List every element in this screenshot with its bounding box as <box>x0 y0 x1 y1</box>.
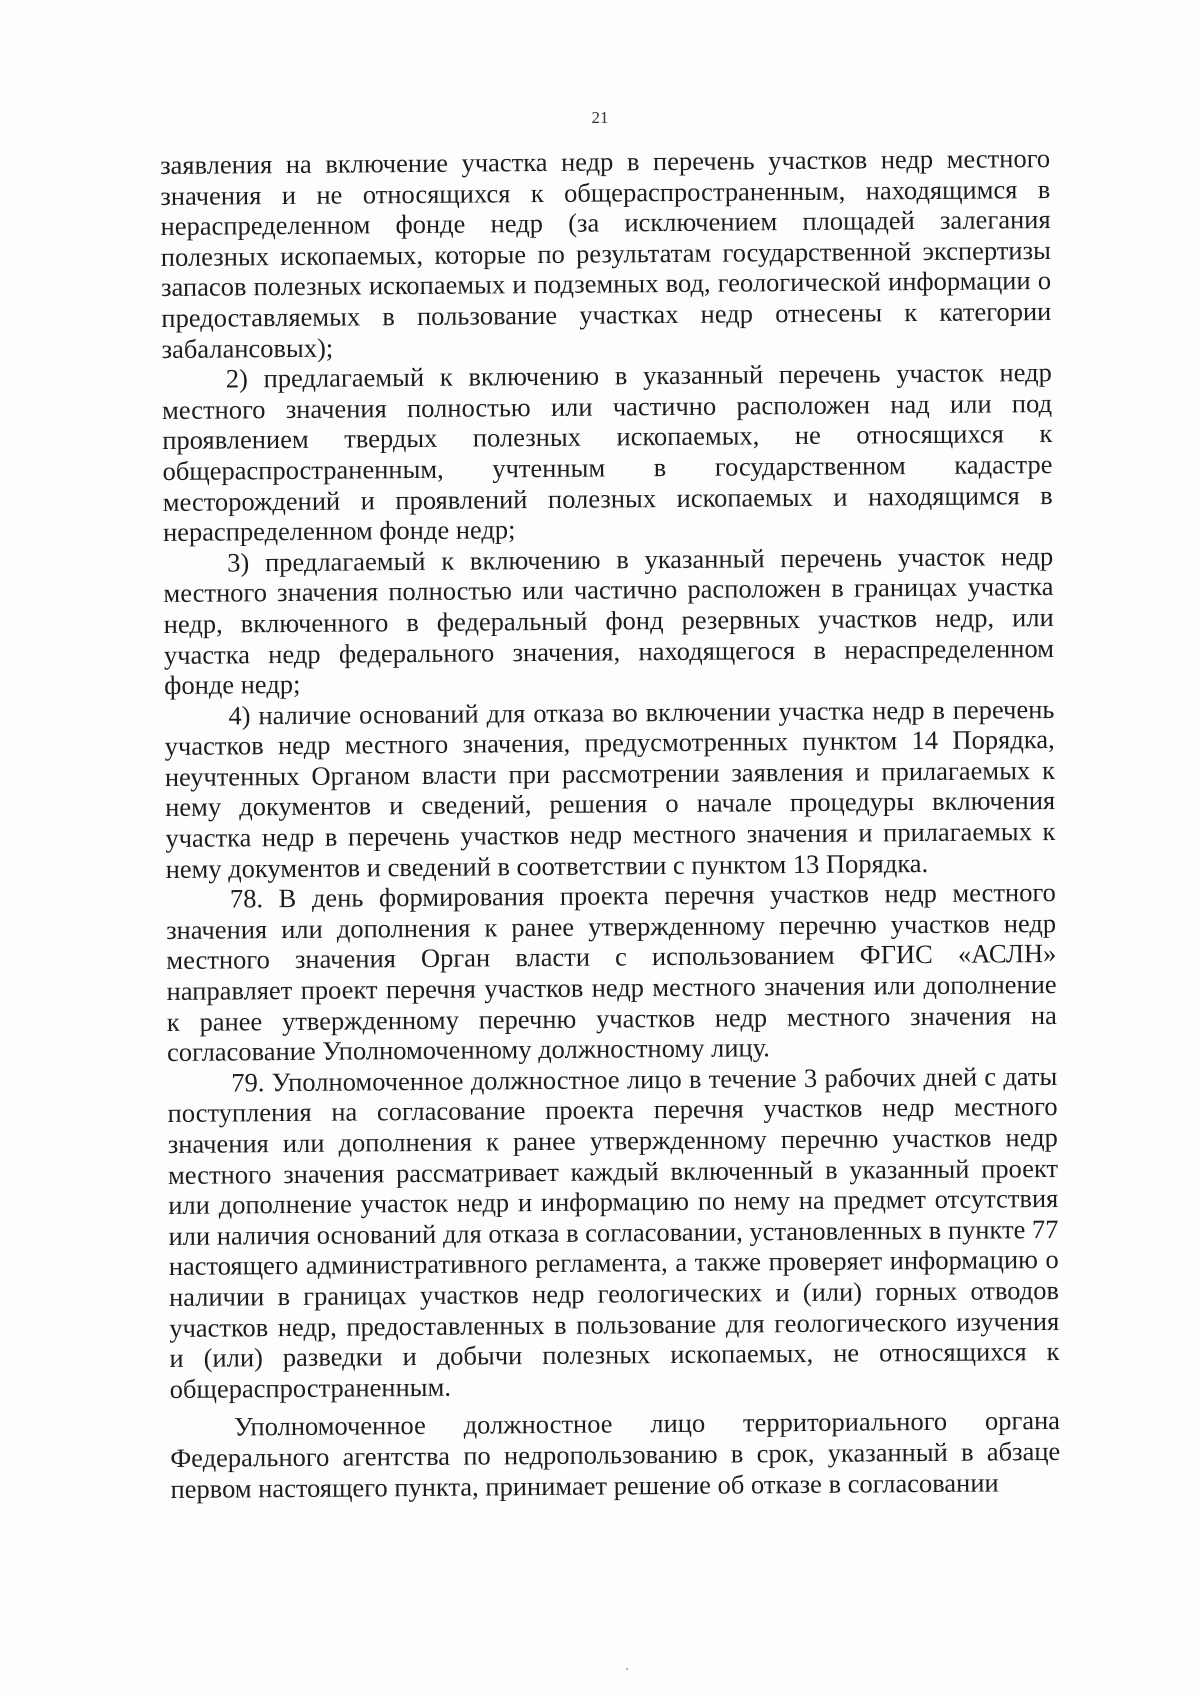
scan-speck <box>626 1668 628 1670</box>
paragraph-item-2: 2) предлагаемый к включению в указанный перечень участок недр местного значения полностью или частично расположен над или под проявлением твердых полезных ископаемых, не относящихся к общераспространенным, учтенным в государственном кадастре месторождений и проявлений полезных ископаемых и находящимся в нераспределенном фонде недр; <box>161 357 1053 548</box>
paragraph-item-78: 78. В день формирования проекта перечня участков недр местного значения или дополнения к ранее утвержденному перечню участков недр местного значения Орган власти с использованием ФГИС «АСЛН» направляет проект перечня участков недр местного значения или дополнение к ранее утвержденному перечню участков недр местного значения на согласование Уполномоченному должностному лицу. <box>166 877 1057 1068</box>
paragraph-item-79: 79. Уполномоченное должностное лицо в течение 3 рабочих дней с даты поступления на согласование проекта перечня участков недр местного значения или дополнения к ранее утвержденному перечню участков недр местного значения рассматривает каждый включенный в указанный проект или дополнение участок недр и информацию по нему на предмет отсутствия или наличия оснований для отказа в согласовании, установленных в пункте 77 настоящего административного регламента, а также проверяет информацию о наличии в границах участков недр геологических и (или) горных отводов участков недр, предоставленных в пользование для геологического изучения и (или) разведки и добычи полезных ископаемых, не относящихся к общераспространенным. <box>167 1060 1060 1404</box>
paragraph-item-3: 3) предлагаемый к включению в указанный перечень участок недр местного значения полностью или частично расположен в границах участка недр, включенного в федеральный фонд резервных участков недр, или участка недр федерального значения, находящегося в нераспределенном фонде недр; <box>163 540 1055 701</box>
paragraph-continuation: заявления на включение участка недр в перечень участков недр местного значения и не относящихся к общераспространенным, находящимся в нераспределенном фонде недр (за исключением площадей залегания полезных ископаемых, которые по результатам государственной экспертизы запасов полезных ископаемых и подземных вод, геологической информации о предоставляемых в пользование участках недр отнесены к категории забалансовых); <box>160 143 1052 364</box>
paragraph-item-79-second: Уполномоченное должностное лицо территориального органа Федерального агентства по недропользованию в срок, указанный в абзаце первом настоящего пункта, принимает решение об отказе в согласовании <box>170 1405 1061 1504</box>
document-body <box>160 143 1061 1504</box>
page-number: 21 <box>591 108 609 127</box>
paragraph-item-4: 4) наличие оснований для отказа во включении участка недр в перечень участков недр местного значения, предусмотренных пунктом 14 Порядка, неучтенных Органом власти при рассмотрении заявления и прилагаемых к нему документов и сведений, решения о начале процедуры включения участка недр в перечень участков недр местного значения и прилагаемых к нему документов и сведений в соответствии с пунктом 13 Порядка. <box>164 693 1056 884</box>
